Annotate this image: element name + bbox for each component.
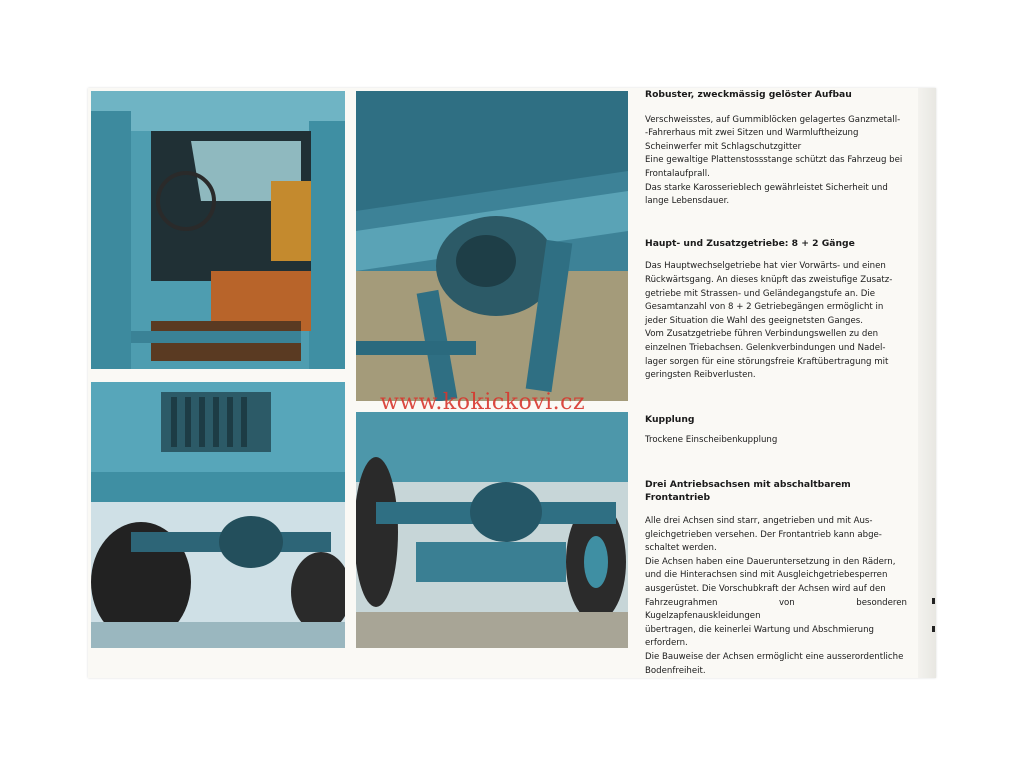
text-line: jeder Situation die Wahl des geeignetsten Ganges. — [645, 315, 864, 326]
text-line: Die Achsen haben eine Daueruntersetzung in den Rädern, — [645, 556, 896, 567]
text-line: Rückwärtsgang. An dieses knüpft das zweistufige Zusatz- — [645, 274, 893, 285]
text-line: gleichgetrieben versehen. Der Frontantrieb kann abge- — [645, 529, 882, 540]
text-line: einzelnen Triebachsen. Gelenkverbindungen und Nadel- — [645, 342, 886, 353]
text-line: Frontalaufprall. — [645, 168, 710, 179]
text-line: und die Hinterachsen sind mit Ausgleichgetriebesperren — [645, 570, 888, 581]
photo-front-axle — [91, 382, 345, 648]
text-line: Alle drei Achsen sind starr, angetrieben und mit Aus- — [645, 516, 873, 527]
text-line: übertragen, die keinerlei Wartung und Abschmierung — [645, 624, 874, 635]
text-line: ausgerüstet. Die Vorschubkraft der Achsen wird auf den — [645, 584, 886, 595]
text-column — [645, 88, 907, 678]
text-line: Scheinwerfer mit Schlagschutzgitter — [645, 141, 802, 152]
section-heading: Haupt- und Zusatzgetriebe: 8 + 2 Gänge — [645, 237, 855, 249]
photo-transmission — [356, 91, 628, 401]
text-line: geringsten Reibverlusten. — [645, 370, 756, 381]
text-line: lager sorgen für eine störungsfreie Kraftübertragung mit — [645, 356, 889, 367]
text-line: Die Bauweise der Achsen ermöglicht eine ausserordentliche — [645, 652, 904, 662]
watermark: www.kokickovi.cz — [380, 390, 586, 415]
text-line: lange Lebensdauer. — [645, 196, 730, 207]
text-line: Gesamtanzahl von 8 + 2 Getriebegängen ermöglicht in — [645, 302, 884, 313]
text-line: Eine gewaltige Plattenstossstange schützt das Fahrzeug bei — [645, 155, 903, 166]
text-line: getriebe mit Strassen- und Geländegangstufe an. Die — [645, 288, 876, 299]
next-page-edge — [918, 88, 936, 678]
text-line: Das starke Karosserieblech gewährleistet Sicherheit und — [645, 182, 888, 193]
text-line: schaltet werden. — [645, 543, 717, 554]
text-line: Verschweisstes, auf Gummiblöcken gelagertes Ganzmetall- — [645, 114, 901, 125]
photo-cab-interior — [91, 91, 345, 369]
text-line: Trockene Einscheibenkupplung — [645, 435, 778, 446]
text-line: Bodenfreiheit. — [645, 665, 706, 676]
text-line: -Fahrerhaus mit zwei Sitzen und Warmluftheizung — [645, 128, 859, 139]
edge-mark — [932, 626, 935, 632]
section-heading: Kupplung — [645, 413, 695, 425]
section-heading: Drei Antriebsachsen mit abschaltbarem Frontantrieb — [645, 478, 851, 504]
edge-mark — [932, 598, 935, 604]
text-line: Fahrzeugrahmen von besonderen Kugelzapfenauskleidungen — [645, 597, 907, 622]
text-line: Das Hauptwechselgetriebe hat vier Vorwärts- und einen — [645, 261, 886, 272]
text-line: erfordern. — [645, 638, 688, 649]
text-line: Vom Zusatzgetriebe führen Verbindungswellen zu den — [645, 329, 879, 340]
section-heading: Robuster, zweckmässig gelöster Aufbau — [645, 89, 852, 100]
photo-rear-axles — [356, 412, 628, 648]
